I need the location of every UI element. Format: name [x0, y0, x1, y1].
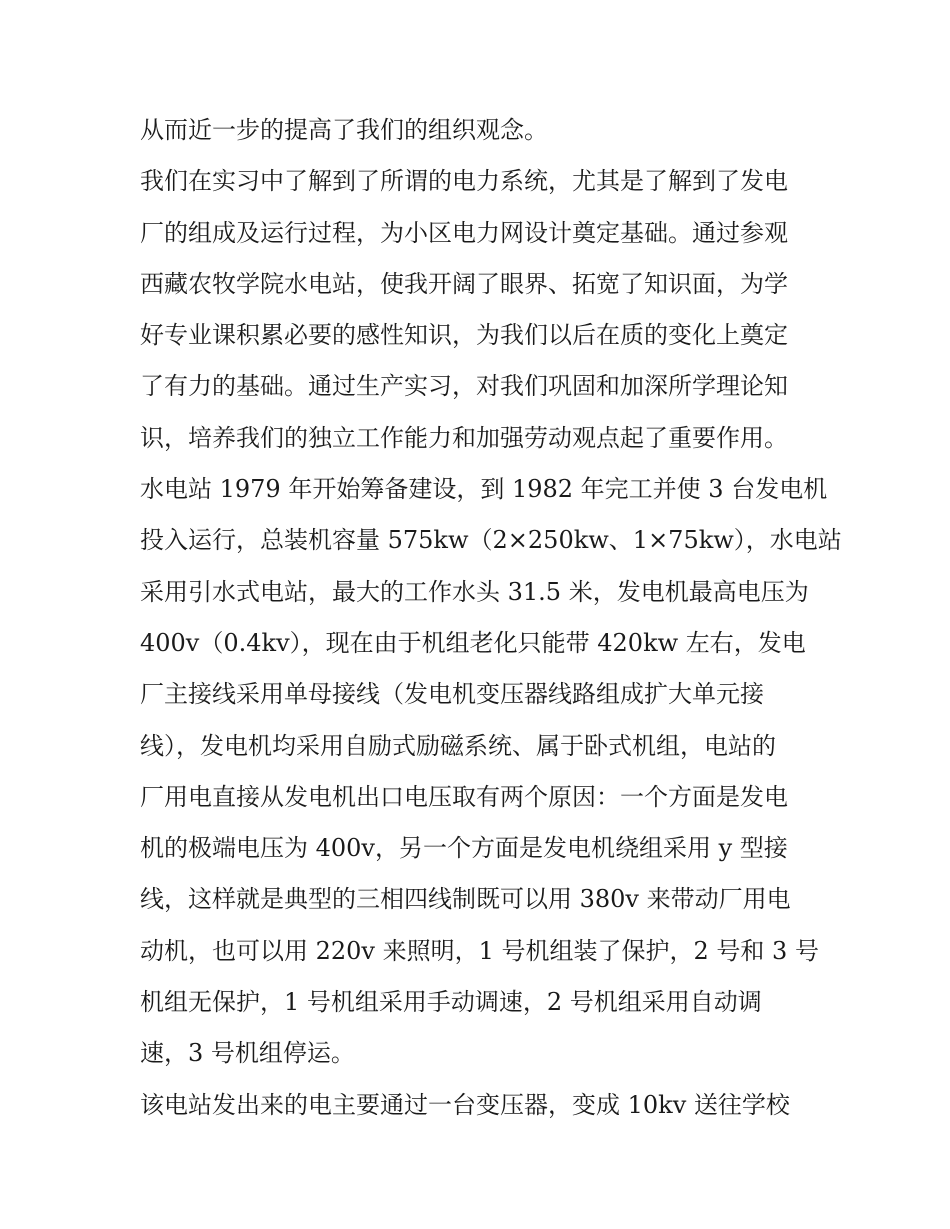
text-line: 速，3 号机组停运。	[140, 1039, 355, 1068]
text-line: 厂主接线采用单母接线（发电机变压器线路组成扩大单元接	[140, 680, 764, 709]
text-line: 西藏农牧学院水电站，使我开阔了眼界、拓宽了知识面，为学	[140, 269, 788, 298]
text-line: 投入运行，总装机容量 575kw（2×250kw、1×75kw），水电站	[140, 526, 842, 555]
text-line: 识，培养我们的独立工作能力和加强劳动观点起了重要作用。	[140, 423, 788, 452]
text-line: 机的极端电压为 400v，另一个方面是发电机绕组采用 y 型接	[140, 834, 788, 863]
text-line: 400v（0.4kv），现在由于机组老化只能带 420kw 左右，发电	[140, 628, 806, 657]
text-line: 水电站 1979 年开始筹备建设，到 1982 年完工并使 3 台发电机	[140, 475, 828, 504]
text-line: 好专业课积累必要的感性知识，为我们以后在质的变化上奠定	[140, 321, 788, 350]
text-line: 该电站发出来的电主要通过一台变压器，变成 10kv 送往学校	[140, 1090, 790, 1119]
text-line: 动机，也可以用 220v 来照明，1 号机组装了保护，2 号和 3 号	[140, 936, 819, 965]
document-body	[140, 108, 842, 1127]
text-line: 线），发电机均采用自励式励磁系统、属于卧式机组，电站的	[140, 731, 776, 760]
text-line: 机组无保护，1 号机组采用手动调速，2 号机组采用自动调	[140, 988, 762, 1017]
text-line: 厂的组成及运行过程，为小区电力网设计奠定基础。通过参观	[140, 218, 788, 247]
text-line: 线，这样就是典型的三相四线制既可以用 380v 来带动厂用电	[140, 885, 791, 914]
text-line: 从而近一步的提高了我们的组织观念。	[140, 116, 548, 144]
text-line: 我们在实习中了解到了所谓的电力系统，尤其是了解到了发电	[140, 167, 788, 196]
text-line: 厂用电直接从发电机出口电压取有两个原因：一个方面是发电	[140, 782, 788, 811]
text-line: 采用引水式电站，最大的工作水头 31.5 米，发电机最高电压为	[140, 577, 809, 606]
text-line: 了有力的基础。通过生产实习，对我们巩固和加深所学理论知	[140, 372, 788, 401]
